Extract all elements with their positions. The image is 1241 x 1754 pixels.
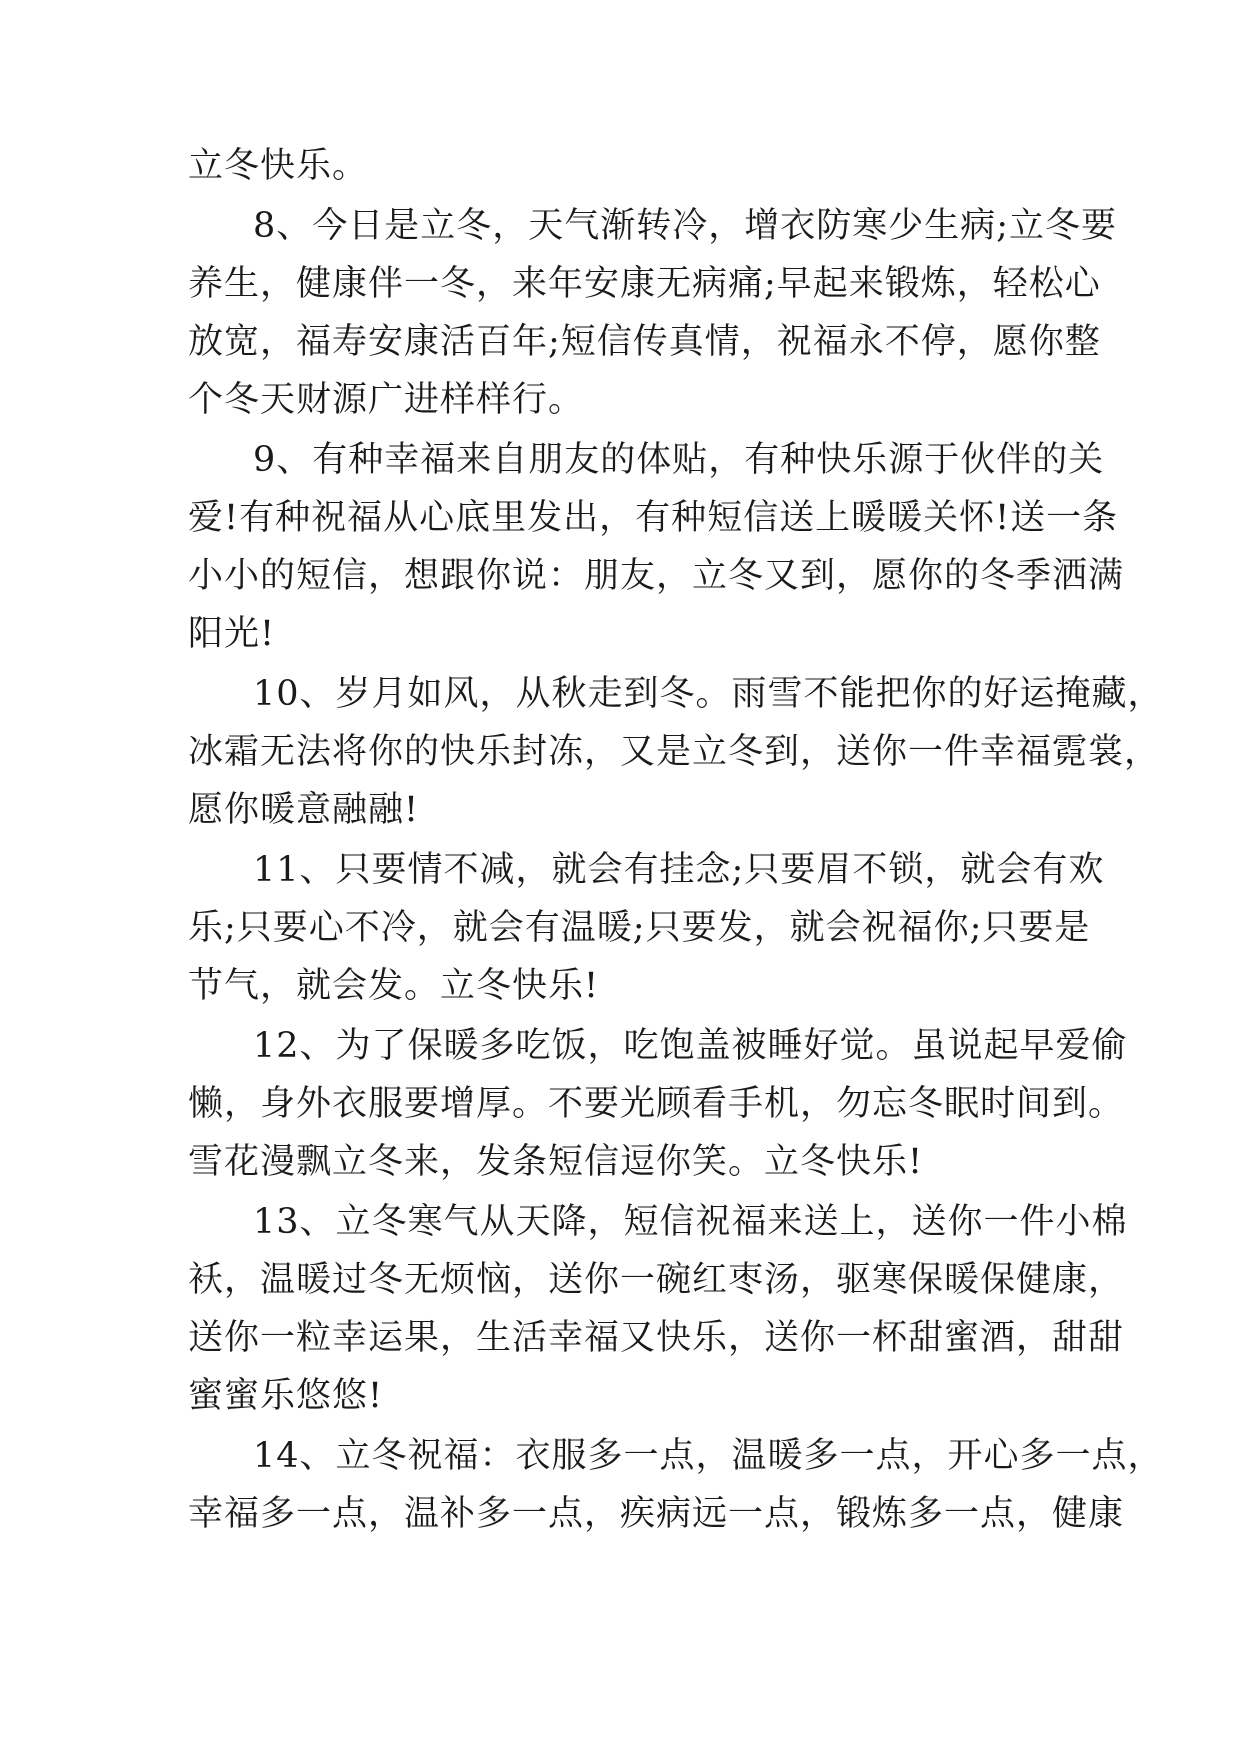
text-line: 袄，温暖过冬无烦恼，送你一碗红枣汤，驱寒保暖保健康， — [188, 1260, 1125, 1300]
text-line: 蜜蜜乐悠悠! — [188, 1376, 384, 1416]
text-line: 懒，身外衣服要增厚。不要光顾看手机，勿忘冬眠时间到。 — [188, 1084, 1125, 1124]
text-line: 冰霜无法将你的快乐封冻，又是立冬到，送你一件幸福霓裳， — [188, 732, 1161, 772]
text-line: 养生，健康伴一冬，来年安康无病痛;早起来锻炼，轻松心 — [188, 264, 1101, 304]
text-line: 幸福多一点，温补多一点，疾病远一点，锻炼多一点，健康 — [188, 1494, 1125, 1534]
text-line: 阳光! — [188, 614, 276, 654]
text-line: 10、岁月如风，从秋走到冬。雨雪不能把你的好运掩藏， — [253, 674, 1164, 714]
text-line: 愿你暖意融融! — [188, 790, 420, 830]
text-line: 12、为了保暖多吃饭，吃饱盖被睡好觉。虽说起早爱偷 — [253, 1026, 1128, 1066]
text-line: 爱!有种祝福从心底里发出，有种短信送上暖暖关怀!送一条 — [188, 498, 1119, 538]
text-line: 送你一粒幸运果，生活幸福又快乐，送你一杯甜蜜酒，甜甜 — [188, 1318, 1125, 1358]
text-line: 13、立冬寒气从天降，短信祝福来送上，送你一件小棉 — [253, 1202, 1128, 1242]
text-line: 小小的短信，想跟你说：朋友，立冬又到，愿你的冬季洒满 — [188, 556, 1125, 596]
text-line: 14、立冬祝福：衣服多一点，温暖多一点，开心多一点， — [253, 1436, 1164, 1476]
text-line: 放宽，福寿安康活百年;短信传真情，祝福永不停，愿你整 — [188, 322, 1101, 362]
text-line: 11、只要情不减，就会有挂念;只要眉不锁，就会有欢 — [253, 850, 1105, 890]
text-line: 8、今日是立冬，天气渐转冷，增衣防寒少生病;立冬要 — [253, 206, 1118, 246]
text-line: 9、有种幸福来自朋友的体贴，有种快乐源于伙伴的关 — [253, 440, 1105, 480]
text-line: 雪花漫飘立冬来，发条短信逗你笑。立冬快乐! — [188, 1142, 924, 1182]
text-line: 节气，就会发。立冬快乐! — [188, 966, 600, 1006]
text-line: 立冬快乐。 — [188, 146, 369, 186]
text-line: 乐;只要心不冷，就会有温暖;只要发，就会祝福你;只要是 — [188, 908, 1091, 948]
text-line: 个冬天财源广进样样行。 — [188, 380, 585, 420]
